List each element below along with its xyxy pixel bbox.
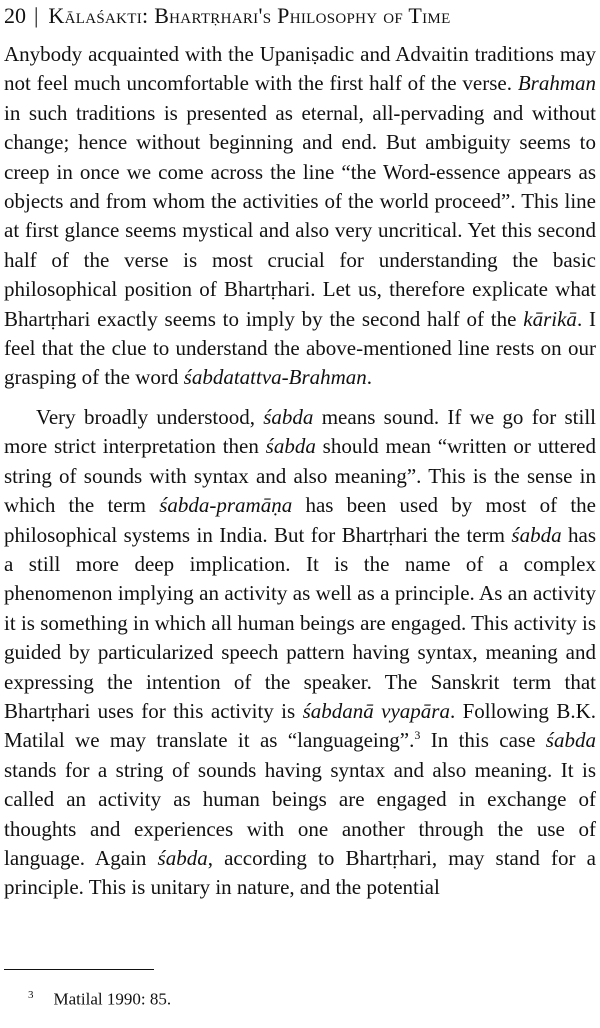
italic-term: Brahman [517,71,596,96]
text-run: . Following B.K. Matilal we may translate it as “languageing”. [4,698,596,753]
page-number: 20 [4,3,26,28]
text-run: has a still more deep implication. It is the name of a complex phenomenon implying an activity as well as a principle. As an activity it is something in which all human beings are engaged. This activity is guided by particularized speech pattern having syntax, meaning and expressing the intention of the speaker. The Sanskrit term that Bhartṛhari uses for this activity is [4,522,597,723]
text-run: should mean “written or uttered string of sounds with syntax and also meaning”. This is the sense in which the term [4,434,596,518]
italic-term: śabda [263,404,314,429]
footnote-reference: 3 [414,728,421,743]
text-run: Anybody acquainted with the Upaniṣadic and Advaitin traditions may not feel much uncomfortable with the first half of the verse. [4,42,596,96]
italic-term: śabdatattva-Brahman [183,365,367,390]
footnote-number: 3 [28,989,34,1001]
header-separator: | [34,3,39,28]
italic-term: śabda [265,434,316,459]
italic-term: śabda [511,522,562,547]
italic-term: kārikā [523,306,577,331]
text-run: means sound. If we go for still more strict interpretation then [4,404,597,459]
paragraph [4,40,596,393]
text-run: . [366,365,373,390]
footnote-divider [4,969,154,970]
text-run: , according to Bhartṛhari, may stand for a principle. This is unitary in nature, and the potential [4,845,596,900]
text-run: stands for a string of sounds having syntax and also meaning. It is called an activity as human beings are engaged in exchange of thoughts and experiences with one another through the use of language. Again [4,757,596,870]
text-run: In this case [420,728,546,753]
text-run: . I feel that the clue to understand the above-mentioned line rests on our grasping of the word [4,306,596,390]
footnote [28,984,171,1011]
running-header [4,0,596,32]
text-run: in such traditions is presented as eternal, all-pervading and without change; hence without beginning and end. But ambiguity seems to creep in once we come across the line “the Word-essence appears as objects and from whom the activities of the world proceed”. This line at first glance seems mystical and also very uncritical. Yet this second half of the verse is most crucial for understanding the basic philosophical position of Bhartṛhari. Let us, therefore explicate what Bhartṛhari exactly seems to imply by the second half of the [4,100,596,331]
italic-term: śabda [157,845,208,870]
text-run: Very broadly understood, [36,404,264,429]
italic-term: śabda [545,728,596,753]
text-run: has been used by most of the philosophical systems in India. But for Bhartṛhari the term [4,493,596,547]
footnote-text: Matilal 1990: 85. [53,989,172,1009]
italic-term: śabdanā vyapāra [302,698,450,723]
running-title: Kālaśakti: Bhartṛhari's Philosophy of Time [48,3,451,28]
italic-term: śabda-pramāṇa [159,493,293,518]
paragraph [4,403,596,903]
body-text [4,40,596,913]
